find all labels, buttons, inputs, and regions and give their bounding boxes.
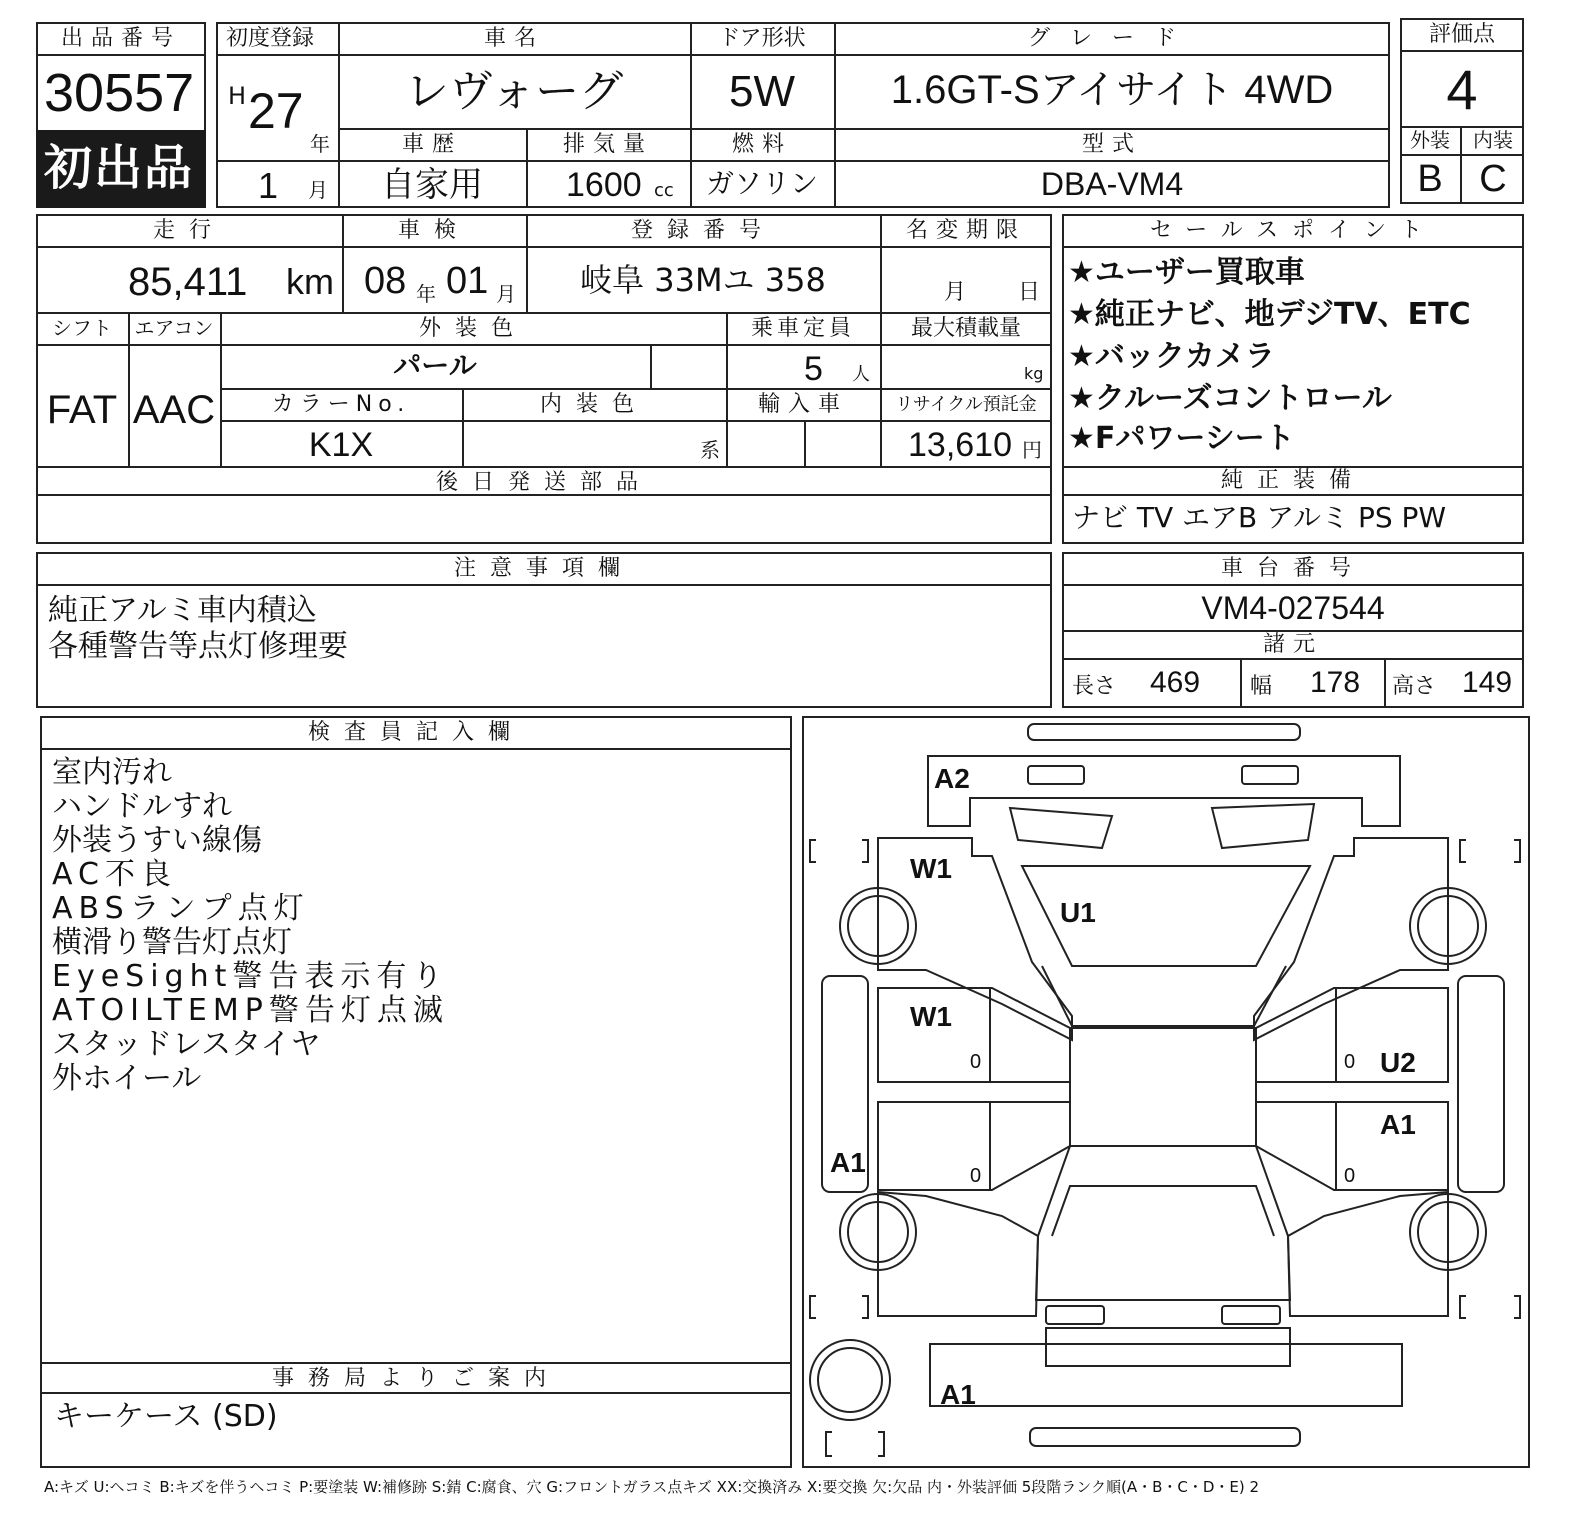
first-registration-label: 初度登録 (226, 26, 315, 51)
inspection-year: 08 (364, 260, 407, 302)
inspector-item: スタッドレスタイヤ (52, 1027, 321, 1062)
color-no-label: カラーNo. (271, 392, 411, 417)
note-item: 各種警告等点灯修理要 (48, 629, 348, 664)
sales-point: ★ユーザー買取車 (1068, 255, 1305, 290)
reg-year-unit: 年 (310, 132, 330, 156)
lot-number: 30557 (44, 63, 195, 123)
history-value: 自家用 (381, 165, 483, 205)
displacement-label: 排気量 (562, 132, 653, 157)
length-label: 長さ (1072, 674, 1117, 699)
legend: A:キズ U:ヘコミ B:キズを伴うヘコミ P:要塗装 W:補修跡 S:錆 C:腐食、穴 G:フロントガラス点キズ XX:交換済み X:要交換 欠:欠品 内・外装評価 5段階ランク順(A・B・C・D・E) 2 (44, 1478, 1260, 1496)
mark-w1-mid: W1 (910, 1001, 952, 1032)
inspector-item: 横滑り警告灯点灯 (52, 925, 292, 960)
sales-point: ★バックカメラ (1068, 339, 1275, 374)
zero-mark: 0 (1344, 1051, 1356, 1073)
capacity-unit: 人 (852, 364, 870, 385)
recycle-value: 13,610 (908, 426, 1012, 464)
reg-month-unit: 月 (308, 178, 328, 202)
office-value: キーケース (SD) (54, 1399, 278, 1434)
interior-grade: C (1479, 158, 1507, 200)
inspector-item: ABSランプ点灯 (52, 891, 310, 926)
mark-u2: U2 (1380, 1047, 1416, 1078)
interior-color-suffix: 系 (700, 438, 720, 462)
mark-a1-right: A1 (1380, 1109, 1416, 1140)
sales-points-label: セールスポイント (1149, 218, 1437, 243)
grade-value: 1.6GT-Sアイサイト 4WD (890, 68, 1334, 112)
capacity-label: 乗車定員 (750, 316, 855, 341)
length-value: 469 (1150, 666, 1201, 699)
chassis-value: VM4-027544 (1201, 590, 1385, 626)
interior-grade-label: 内装 (1473, 128, 1513, 152)
note-item: 純正アルミ車内積込 (48, 593, 317, 628)
height-value: 149 (1462, 666, 1513, 699)
max-load-unit: kg (1024, 364, 1044, 383)
door-value: 5W (729, 67, 795, 116)
height-label: 高さ (1392, 674, 1437, 699)
sales-point: ★純正ナビ、地デジTV、ETC (1068, 297, 1471, 332)
name-change-day: 日 (1018, 280, 1041, 305)
shift-label: シフト (52, 316, 112, 340)
grade-label: グレード (1027, 26, 1196, 51)
specs-label: 諸元 (1262, 632, 1323, 657)
inspector-item: 外装うすい線傷 (52, 823, 262, 858)
office-label: 事務局よりご案内 (271, 1366, 560, 1391)
exterior-grade-label: 外装 (1410, 128, 1450, 152)
inspector-item: AC不良 (52, 857, 177, 892)
score-label: 評価点 (1428, 22, 1495, 47)
aircon-label: エアコン (134, 316, 214, 340)
inspector-item: 室内汚れ (52, 755, 172, 790)
door-label: ドア形状 (718, 26, 806, 51)
name-change-month: 月 (944, 280, 967, 305)
width-label: 幅 (1250, 674, 1273, 699)
interior-color-label: 内装色 (539, 392, 648, 417)
capacity-value: 5 (804, 350, 823, 388)
later-parts-label: 後日発送部品 (435, 470, 652, 495)
reg-month: 1 (258, 165, 279, 206)
inspection-month: 01 (446, 260, 489, 302)
notes-label: 注意事項欄 (453, 556, 634, 581)
displacement-unit: cc (654, 180, 674, 201)
zero-mark: 0 (970, 1051, 982, 1073)
exterior-color-value: パール (393, 349, 477, 382)
recycle-label: リサイクル預託金 (895, 394, 1037, 415)
inspector-notes (40, 748, 792, 1358)
era: H (228, 82, 247, 110)
equipment-value: ナビ TV エアB アルミ PS PW (1072, 501, 1447, 534)
fuel-value: ガソリン (705, 167, 818, 200)
score-value: 4 (1446, 58, 1478, 121)
history-label: 車歴 (401, 132, 462, 157)
aircon-value: AAC (132, 388, 216, 432)
mark-a1-left: A1 (830, 1147, 866, 1178)
name-change-label: 名変期限 (905, 218, 1026, 243)
first-listing-label: 初出品 (44, 140, 195, 196)
reg-year: 27 (248, 83, 304, 139)
shift-value: FAT (46, 388, 118, 432)
zero-mark: 0 (970, 1165, 982, 1187)
exterior-color-label: 外装色 (418, 316, 527, 341)
mark-a2: A2 (934, 763, 970, 794)
max-load-label: 最大積載量 (910, 316, 1021, 341)
inspection-year-unit: 年 (416, 282, 436, 306)
recycle-unit: 円 (1022, 438, 1042, 462)
equipment-label: 純正装備 (1220, 468, 1365, 493)
inspector-item: ハンドルすれ (52, 789, 232, 824)
inspector-label: 検査員記入欄 (307, 720, 524, 745)
inspector-item: ATOILTEMP警告灯点滅 (52, 993, 449, 1028)
zero-mark: 0 (1344, 1165, 1356, 1187)
width-value: 178 (1310, 666, 1361, 699)
plate-value: 岐阜 33Mユ 358 (580, 261, 826, 299)
model-label: 型式 (1081, 132, 1142, 157)
sales-point: ★クルーズコントロール (1068, 381, 1392, 416)
exterior-grade: B (1417, 158, 1443, 200)
color-no-value: K1X (308, 426, 374, 464)
mileage-unit: km (286, 261, 334, 302)
fuel-label: 燃料 (731, 132, 792, 157)
chassis-label: 車台番号 (1220, 556, 1365, 581)
inspection-label: 車検 (397, 218, 470, 243)
mark-u1: U1 (1060, 897, 1096, 928)
mileage-value: 85,411 (128, 260, 248, 304)
displacement-value: 1600 (566, 166, 642, 204)
car-diagram (802, 716, 1530, 1468)
car-name: レヴォーグ (404, 66, 624, 117)
model-value: DBA-VM4 (1040, 166, 1184, 202)
plate-label: 登録番号 (630, 218, 775, 243)
car-name-label: 車名 (483, 26, 544, 51)
inspector-item: EyeSight警告表示有り (52, 959, 449, 994)
mark-a1-bottom: A1 (940, 1379, 976, 1410)
inspector-item: 外ホイール (52, 1061, 202, 1096)
inspection-month-unit: 月 (496, 282, 516, 306)
import-label: 輸入車 (757, 392, 848, 417)
mark-w1-top: W1 (910, 853, 952, 884)
lot-label: 出品番号 (60, 26, 181, 51)
mileage-label: 走行 (152, 218, 225, 243)
sales-point: ★Fパワーシート (1068, 421, 1295, 456)
